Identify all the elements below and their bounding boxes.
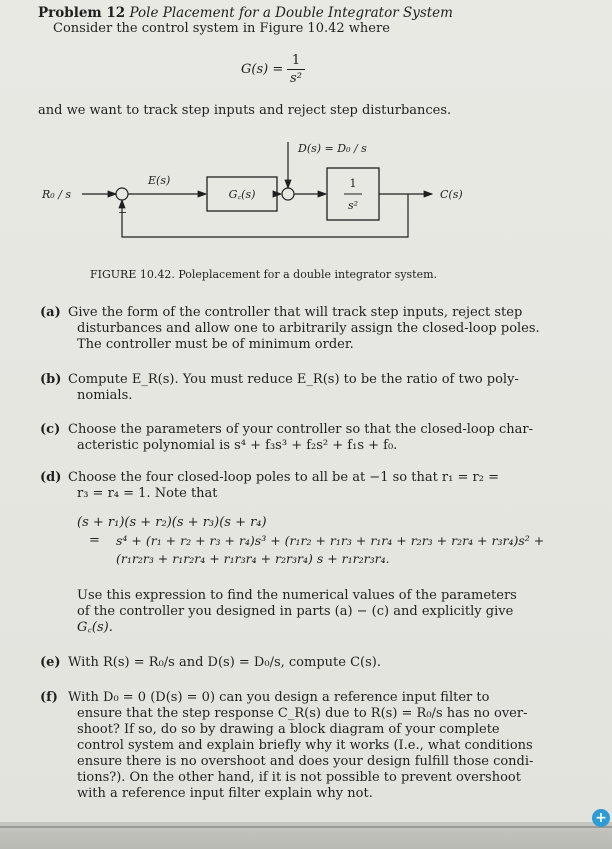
part-d-line-1: Choose the four closed-loop poles to all be at −1 so that r₁ = r₂ = <box>68 470 499 485</box>
part-f-line-1: With D₀ = 0 (D(s) = 0) can you design a reference input filter to <box>68 690 490 705</box>
problem-number: Problem 12 <box>38 5 126 21</box>
part-a-line-1: Give the form of the controller that will track step inputs, reject step <box>68 305 523 320</box>
bottom-toolbar <box>0 822 612 849</box>
problem-title: Pole Placement for a Double Integrator System <box>129 5 453 21</box>
part-a-line-3: The controller must be of minimum order. <box>77 337 354 352</box>
output-label: C(s) <box>440 188 463 201</box>
part-f-line-3: shoot? If so, do so by drawing a block diagram of your complete <box>77 722 500 737</box>
part-b-line-2: nomials. <box>77 388 133 403</box>
input-label: R₀ / s <box>42 188 72 201</box>
fraction-bar <box>287 69 305 70</box>
part-b-label: (b) <box>40 372 62 387</box>
summing-junction-2 <box>282 188 294 200</box>
part-f-line-7: with a reference input filter explain why not. <box>77 786 373 801</box>
part-f-line-5: ensure there is no overshoot and does your design fulfill those condi- <box>77 754 534 769</box>
part-d-line-2: r₃ = r₄ = 1. Note that <box>77 486 218 501</box>
problem-heading <box>38 5 453 21</box>
plant-denominator: s² <box>347 199 359 212</box>
feedback-path <box>122 194 408 237</box>
part-e-line-1: With R(s) = R₀/s and D(s) = D₀/s, compute C(s). <box>68 655 381 670</box>
part-e-label: (e) <box>40 655 61 670</box>
error-label: E(s) <box>148 174 171 187</box>
figure-caption: FIGURE 10.42. Poleplacement for a double integrator system. <box>90 268 438 281</box>
part-a-line-2: disturbances and allow one to arbitrarily assign the closed-loop poles. <box>77 321 540 336</box>
part-f-line-2: ensure that the step response C_R(s) due to R(s) = R₀/s has no over- <box>77 706 528 721</box>
add-button[interactable]: + <box>592 809 610 827</box>
part-c-line-2: acteristic polynomial is s⁴ + f₃s³ + f₂s² + f₁s + f₀. <box>77 438 398 453</box>
part-a-label: (a) <box>40 305 61 320</box>
controller-label: G꜀(s) <box>228 188 256 201</box>
equation-g-numerator: 1 <box>291 53 301 68</box>
part-c-label: (c) <box>40 422 61 437</box>
equation-g-lhs: G(s) = <box>241 62 284 77</box>
block-diagram <box>30 138 510 250</box>
divider <box>0 826 612 828</box>
plant-numerator: 1 <box>349 177 357 190</box>
part-d-equation-2: s⁴ + (r₁ + r₂ + r₃ + r₄)s³ + (r₁r₂ + r₁r₃ + r₁r₄ + r₂r₃ + r₂r₄ + r₃r₄)s² + <box>116 533 545 548</box>
part-d-equation-1: (s + r₁)(s + r₂)(s + r₃)(s + r₄) <box>77 515 267 530</box>
part-d-after-1: Use this expression to find the numerical values of the parameters <box>77 588 517 603</box>
part-b-line-1: Compute E_R(s). You must reduce E_R(s) to be the ratio of two poly- <box>68 372 519 387</box>
part-d-equation-3: (r₁r₂r₃ + r₁r₂r₄ + r₁r₃r₄ + r₂r₃r₄) s + r₁r₂r₃r₄. <box>116 551 390 566</box>
part-d-after-2: of the controller you designed in parts (a) − (c) and explicitly give <box>77 604 514 619</box>
minus-sign-1: − <box>118 206 128 219</box>
part-d-after-3: G꜀(s). <box>77 620 113 635</box>
problem-intro: Consider the control system in Figure 10.42 where <box>53 21 390 36</box>
part-d-equals: = <box>89 533 100 548</box>
part-c-line-1: Choose the parameters of your controller so that the closed-loop char- <box>68 422 534 437</box>
part-f-line-6: tions?). On the other hand, if it is not possible to prevent overshoot <box>77 770 521 785</box>
part-d-label: (d) <box>40 470 62 485</box>
objective-text: and we want to track step inputs and reject step disturbances. <box>38 103 452 118</box>
part-f-line-4: control system and explain briefly why it works (I.e., what conditions <box>77 738 533 753</box>
part-f-label: (f) <box>40 690 58 705</box>
summing-junction-1 <box>116 188 128 200</box>
disturbance-label: D(s) = D₀ / s <box>298 142 367 155</box>
equation-g-denominator: s² <box>290 71 302 86</box>
